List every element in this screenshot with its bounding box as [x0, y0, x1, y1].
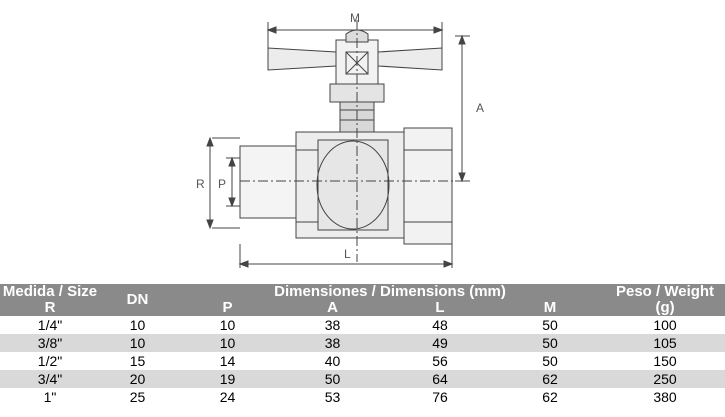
cell-dn: 10	[100, 316, 175, 334]
header-m: M	[495, 300, 605, 316]
cell-size: 3/4"	[0, 370, 100, 388]
cell-p: 10	[175, 316, 280, 334]
header-dimensions: Dimensiones / Dimensions (mm)	[175, 284, 605, 300]
cell-size: 1/4"	[0, 316, 100, 334]
dim-label-m: M	[350, 11, 360, 25]
cell-a: 38	[280, 334, 385, 352]
cell-size: 1"	[0, 388, 100, 406]
header-size: Medida / Size R	[0, 284, 100, 316]
header-weight: Peso / Weight (g)	[605, 284, 725, 316]
cell-m: 50	[495, 352, 605, 370]
table-row	[0, 316, 725, 334]
cell-weight: 100	[605, 316, 725, 334]
table-row	[0, 334, 725, 352]
cell-m: 50	[495, 316, 605, 334]
cell-l: 56	[385, 352, 495, 370]
dim-label-l: L	[344, 247, 351, 261]
cell-a: 53	[280, 388, 385, 406]
dim-label-r: R	[196, 177, 205, 191]
cell-l: 64	[385, 370, 495, 388]
header-p: P	[175, 300, 280, 316]
cell-a: 38	[280, 316, 385, 334]
cell-dn: 15	[100, 352, 175, 370]
cell-weight: 105	[605, 334, 725, 352]
table-row	[0, 370, 725, 388]
cell-m: 62	[495, 370, 605, 388]
header-a: A	[280, 300, 385, 316]
cell-m: 62	[495, 388, 605, 406]
cell-weight: 250	[605, 370, 725, 388]
header-l: L	[385, 300, 495, 316]
table-row	[0, 352, 725, 370]
cell-a: 40	[280, 352, 385, 370]
cell-l: 48	[385, 316, 495, 334]
cell-weight: 380	[605, 388, 725, 406]
table-row	[0, 388, 725, 406]
cell-weight: 150	[605, 352, 725, 370]
cell-dn: 10	[100, 334, 175, 352]
cell-p: 14	[175, 352, 280, 370]
cell-dn: 20	[100, 370, 175, 388]
spec-table	[0, 284, 725, 406]
cell-a: 50	[280, 370, 385, 388]
dim-label-a: A	[476, 101, 485, 115]
cell-dn: 25	[100, 388, 175, 406]
cell-size: 1/2"	[0, 352, 100, 370]
cell-l: 49	[385, 334, 495, 352]
header-dn: DN	[100, 284, 175, 316]
cell-p: 24	[175, 388, 280, 406]
cell-m: 50	[495, 334, 605, 352]
cell-size: 3/8"	[0, 334, 100, 352]
dim-label-p: P	[218, 177, 227, 191]
cell-p: 19	[175, 370, 280, 388]
cell-l: 76	[385, 388, 495, 406]
cell-p: 10	[175, 334, 280, 352]
